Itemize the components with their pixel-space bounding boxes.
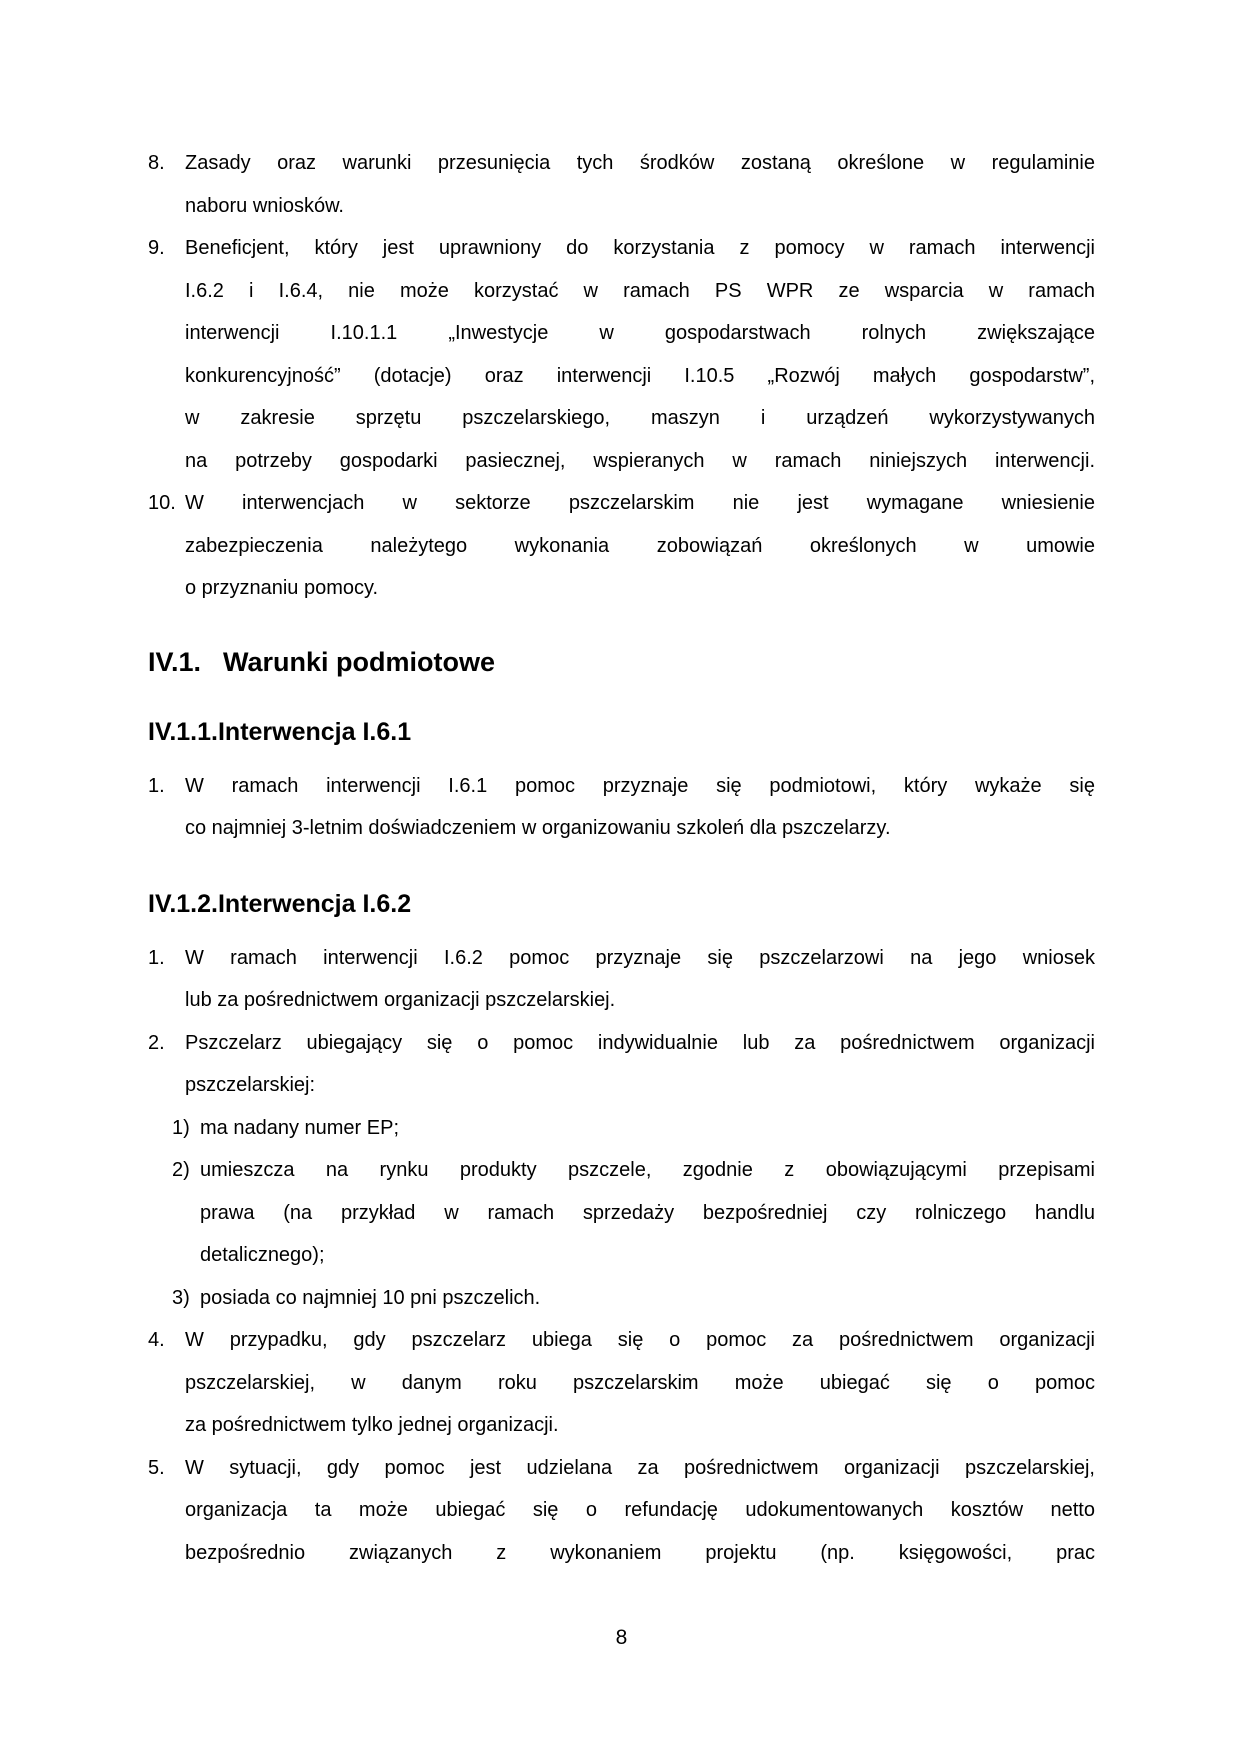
text-line: o przyznaniu pomocy.: [185, 577, 379, 599]
subsection-heading: [148, 717, 1095, 747]
list-item-number: 1): [172, 1116, 190, 1139]
text-line: pszczelarskiej:: [185, 1074, 316, 1096]
list-item-number: 1.: [148, 946, 165, 969]
sub-list-item: [148, 1277, 1095, 1320]
heading-number: IV.1.2.: [148, 889, 218, 918]
text-line: na potrzeby gospodarki pasiecznej, wspieranych w ramach niniejszych interwencji.: [185, 449, 1095, 472]
list-item: [148, 1447, 1095, 1575]
section-heading: [148, 646, 1095, 678]
text-line: Zasady oraz warunki przesunięcia tych środków zostaną określone w regulaminie: [185, 152, 1095, 174]
text-line: za pośrednictwem tylko jednej organizacji.: [185, 1414, 559, 1436]
text-line: W ramach interwencji I.6.1 pomoc przyznaje się podmiotowi, który wykaże się: [185, 774, 1095, 797]
text-line: bezpośrednio związanych z wykonaniem projektu (np. księgowości, prac: [185, 1541, 1095, 1564]
text-line: umieszcza na rynku produkty pszczele, zgodnie z obowiązującymi przepisami: [200, 1159, 1095, 1181]
list-item-number: 8.: [148, 152, 165, 174]
text-line: ma nadany numer EP;: [200, 1116, 399, 1139]
list-item: [148, 1022, 1095, 1107]
text-line: naboru wniosków.: [185, 194, 344, 217]
list-item: [148, 765, 1095, 850]
document-body: [148, 142, 1095, 1574]
heading-number: IV.1.: [148, 646, 202, 677]
list-item: [148, 1319, 1095, 1447]
text-line: organizacja ta może ubiegać się o refundację udokumentowanych kosztów netto: [185, 1499, 1095, 1521]
page-number: 8: [615, 1626, 628, 1649]
text-line: co najmniej 3-letnim doświadczeniem w organizowaniu szkoleń dla pszczelarzy.: [185, 817, 891, 839]
list-item-number: 1.: [148, 774, 165, 797]
list-item: [148, 482, 1095, 610]
text-line: zabezpieczenia należytego wykonania zobowiązań określonych w umowie: [185, 534, 1095, 557]
text-line: W sytuacji, gdy pomoc jest udzielana za pośrednictwem organizacji pszczelarskiej,: [185, 1456, 1095, 1479]
text-line: W interwencjach w sektorze pszczelarskim nie jest wymagane wniesienie: [185, 492, 1095, 514]
text-line: W ramach interwencji I.6.2 pomoc przyznaje się pszczelarzowi na jego wniosek: [185, 946, 1095, 969]
list-item-number: 5.: [148, 1456, 165, 1479]
text-line: lub za pośrednictwem organizacji pszczelarskiej.: [185, 989, 616, 1011]
list-item-number: 2.: [148, 1031, 165, 1054]
text-line: pszczelarskiej, w danym roku pszczelarskim może ubiegać się o pomoc: [185, 1371, 1095, 1394]
text-line: Pszczelarz ubiegający się o pomoc indywidualnie lub za pośrednictwem organizacji: [185, 1031, 1095, 1054]
list-item: [148, 142, 1095, 227]
subsection-heading: [148, 889, 1095, 919]
text-line: W przypadku, gdy pszczelarz ubiega się o pomoc za pośrednictwem organizacji: [185, 1329, 1095, 1351]
list-item-number: 2): [172, 1159, 190, 1181]
list-item: [148, 937, 1095, 1022]
list-item-number: 9.: [148, 237, 165, 259]
heading-text: Interwencja I.6.1: [217, 717, 412, 746]
text-line: prawa (na przykład w ramach sprzedaży bezpośredniej czy rolniczego handlu: [200, 1201, 1095, 1224]
sub-list-item: [148, 1149, 1095, 1277]
sub-list-item: [148, 1107, 1095, 1150]
list-item-number: 4.: [148, 1329, 165, 1351]
text-line: konkurencyjność” (dotacje) oraz interwencji I.10.5 „Rozwój małych gospodarstw”,: [185, 364, 1095, 387]
list-item-number: 10.: [148, 492, 176, 514]
heading-text: Warunki podmiotowe: [223, 646, 495, 677]
list-item: [148, 227, 1095, 482]
list-item-number: 3): [172, 1286, 190, 1309]
heading-number: IV.1.1.: [148, 717, 218, 746]
text-line: I.6.2 i I.6.4, nie może korzystać w ramach PS WPR ze wsparcia w ramach: [185, 279, 1095, 302]
text-line: Beneficjent, który jest uprawniony do korzystania z pomocy w ramach interwencji: [185, 237, 1095, 259]
text-line: w zakresie sprzętu pszczelarskiego, maszyn i urządzeń wykorzystywanych: [185, 407, 1095, 429]
text-line: interwencji I.10.1.1 „Inwestycje w gospodarstwach rolnych zwiększające: [185, 322, 1095, 344]
text-line: posiada co najmniej 10 pni pszczelich.: [200, 1286, 541, 1309]
heading-text: Interwencja I.6.2: [217, 889, 412, 918]
text-line: detalicznego);: [200, 1244, 325, 1266]
